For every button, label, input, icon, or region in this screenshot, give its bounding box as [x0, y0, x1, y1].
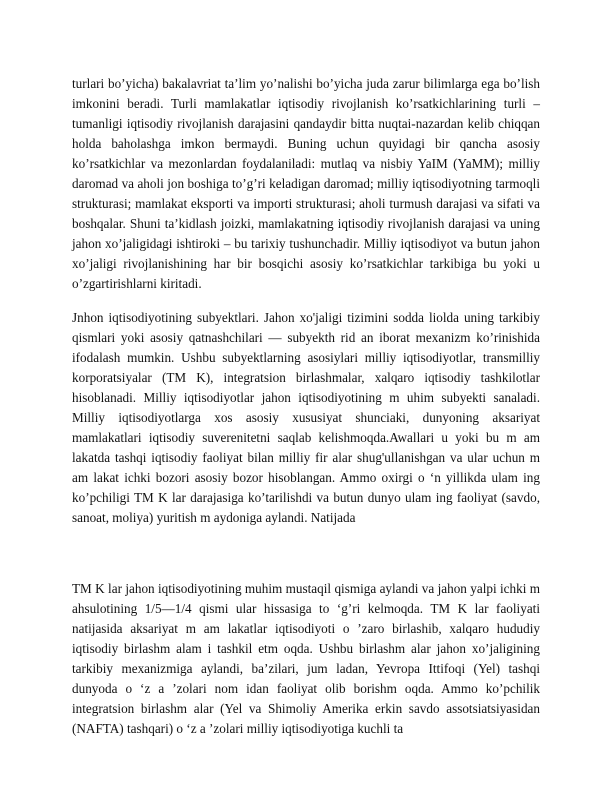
paragraph-tnc-role: TM K lar jahon iqtisodiyotining muhim mustaqil qismiga aylandi va jahon yalpi ichki m ahsulotining 1/5—1/4 qismi ular hissasiga to ‘g’ri kelmoqda. TM K lar faoliyati natijasida aksariyat m am lakatlar iqtisodiyoti o ’zaro birlashib, xalqaro hududiy iqtisodiy birlashm alam i tashkil etm oqda. Ushbu birlashm alar jahon xo’jaligining tarkibiy mexanizmiga aylandi, ba’zilari, jum ladan, Yevropa Ittifoqi (Yel) tashqi dunyoda o ‘z a ’zolari nom idan faoliyat olib borishm oqda. Ammo ko’pchilik integratsion birlashm alar (Yel va Shimoliy Amerika erkin savdo assotsiatsiyasidan (NAFTA) tashqari) o ‘z a ’zolari milliy iqtisodiyotiga kuchli ta — [72, 581, 540, 736]
paragraph-economic-indicators: turlari bo’yicha) bakalavriat ta’lim yo’nalishi bo’yicha juda zarur bilimlarga ega bo’lish imkonini beradi. Turli mamlakatlar iqtisodiy rivojlanish ko’rsatkichlarining turli – tumanligi iqtisodiy rivojlanish darajasini qandaydir bitta nuqtai-nazardan kelib chiqqan holda baholashga imkon bermaydi. Buning uchun quyidagi bir qancha asosiy ko’rsatkichlar va mezonlardan foydalaniladi: mutlaq va nisbiy YaIM (YaMM); milliy daromad va aholi jon boshiga to’g’ri keladigan daromad; milliy iqtisodiyotning tarmoqli strukturasi; mamlakat eksporti va importi strukturasi; aholi turmush darajasi va sifati va boshqalar. Shuni ta’kidlash joizki, mamlakatning iqtisodiy rivojlanish darajasi va uning jahon xo’jaligidagi ishtiroki – bu tarixiy tushunchadir. Milliy iqtisodiyot va butun jahon xo’jaligi rivojlanishining har bir bosqichi asosiy ko’rsatkichlar tarkibiga bu yoki u o’zgartirishlarni kiritadi. — [72, 76, 540, 291]
paragraph-world-economy-subjects: Jnhon iqtisodiyotining subyektlari. Jahon xo'jaligi tizimini sodda liolda uning tarkibiy qismlari yoki asosiy qatnashchilari — subyekth rid an iborat mexanizm ko’rinishida ifodalash mumkin. Ushbu subyektlarning asosiylari milliy iqtisodiyotlar, transmilliy korporatsiyalar (TM K), integratsion birlashmalar, xalqaro iqtisodiy tashkilotlar hisoblanadi. Milliy iqtisodiyotlar jahon iqtisodiyotining m uhim subyekti sanaladi. Milliy iqtisodiyotlarga xos asosiy xususiyat shunciaki, dunyoning aksariyat mamlakatlari iqtisodiy suverenitetni saqlab kelishmoqda.Awallari u yoki bu m am lakatda tashqi iqtisodiy faoliyat bilan milliy fir alar shug'ullanishgan va ular uchun m am lakat ichki bozori asosiy bozor hisoblangan. Ammo oxirgi o ‘n yillikda ulam ing ko’pchiligi TM K lar darajasiga ko’tarilishdi va butun dunyo ulam ing faoliyat (savdo, sanoat, moliya) yuritish m aydoniga aylandi. Natijada — [72, 310, 540, 525]
